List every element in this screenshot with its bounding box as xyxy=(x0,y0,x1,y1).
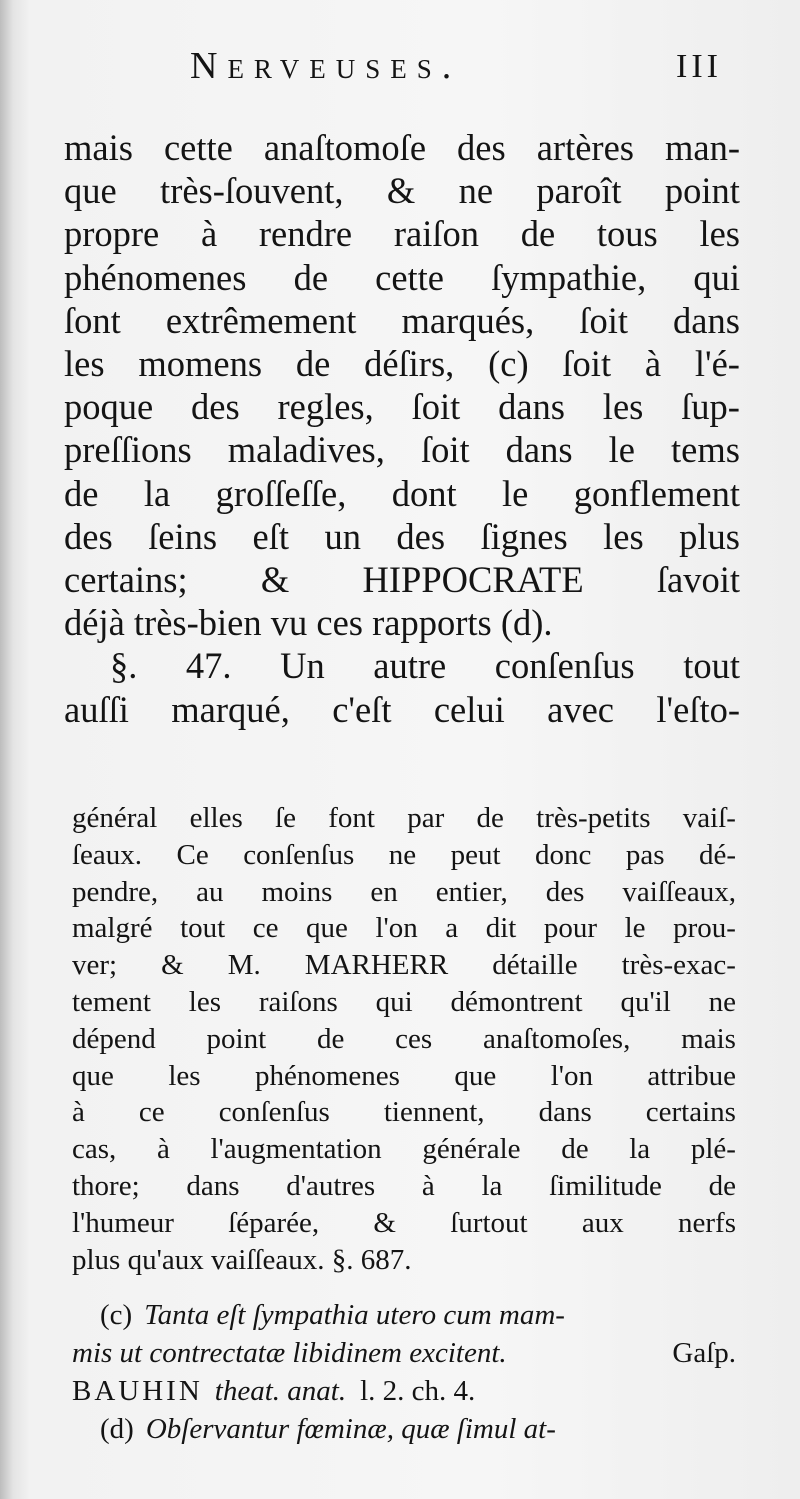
text-line: que très-ſouvent, & ne paroît point xyxy=(64,170,740,212)
text-line: §. 47. Un autre conſenſus tout xyxy=(110,645,740,687)
text-line: thore; dans d'autres à la ſimilitude de xyxy=(72,1169,736,1202)
footnote-d-marker: (d) xyxy=(100,1413,134,1445)
main-text-block xyxy=(64,126,740,731)
text-line: propre à rendre raiſon de tous les xyxy=(64,213,740,255)
footnote-c-author: BAUHIN xyxy=(72,1375,203,1407)
footnotes-block xyxy=(72,1296,736,1448)
footnote-c-text-1: Tanta eſt ſympathia utero cum mam- xyxy=(144,1299,565,1331)
text-line: mais cette anaſtomoſe des artères man- xyxy=(64,127,740,168)
footnote-c-work: theat. anat. xyxy=(214,1375,347,1407)
continued-note-block xyxy=(72,800,736,1278)
page-gutter-shadow xyxy=(0,0,14,1499)
text-line: preſſions maladives, ſoit dans le tems xyxy=(64,429,740,471)
text-line: poque des regles, ſoit dans les ſup- xyxy=(64,386,740,428)
text-line: tement les raiſons qui démontrent qu'il ne xyxy=(72,985,736,1018)
text-line: auſſi marqué, c'eſt celui avec l'eſto- xyxy=(64,688,740,730)
text-line: phénomenes de cette ſympathie, qui xyxy=(64,256,740,298)
text-line: malgré tout ce que l'on a dit pour le prou- xyxy=(72,912,736,945)
text-line: cas, à l'augmentation générale de la plé- xyxy=(72,1133,736,1166)
text-line: dépend point de ces anaſtomoſes, mais xyxy=(72,1022,736,1055)
text-line: les momens de déſirs, (c) ſoit à l'é- xyxy=(64,343,740,385)
footnote-c-text-2: mis ut contrectatæ libidinem excitent. xyxy=(72,1337,507,1369)
page-header xyxy=(0,44,800,104)
text-line: de la groſſeſſe, dont le gonflement xyxy=(64,472,740,514)
footnote-c-line-3 xyxy=(72,1372,736,1410)
footnote-c-reference: l. 2. ch. 4. xyxy=(360,1375,476,1407)
footnote-d-text: Obſervantur fœminæ, quæ ſimul at- xyxy=(145,1413,556,1445)
footnote-c-line-1 xyxy=(72,1296,736,1334)
text-line: plus qu'aux vaiſſeaux. §. 687. xyxy=(72,1243,412,1276)
text-line: à ce conſenſus tiennent, dans certains xyxy=(72,1096,736,1129)
page-number: III xyxy=(676,48,722,85)
text-line: général elles ſe font par de très-petits vaiſ- xyxy=(72,802,736,834)
text-line: que les phénomenes que l'on attribue xyxy=(72,1059,736,1092)
text-line: ſont extrêmement marqués, ſoit dans xyxy=(64,299,740,341)
text-line: ſeaux. Ce conſenſus ne peut donc pas dé- xyxy=(72,838,736,871)
footnote-c-text-2-roman: Gaſp. xyxy=(672,1337,736,1369)
footnote-c-line-2 xyxy=(72,1334,736,1372)
text-line: certains; & HIPPOCRATE ſavoit xyxy=(64,559,740,601)
text-line: des ſeins eſt un des ſignes les plus xyxy=(64,515,740,557)
text-line: l'humeur ſéparée, & ſurtout aux nerfs xyxy=(72,1206,736,1239)
running-head: Nerveuses. xyxy=(190,45,462,87)
footnote-d-line xyxy=(72,1410,736,1448)
text-line: ver; & M. MARHERR détaille très-exac- xyxy=(72,949,736,982)
text-line: pendre, au moins en entier, des vaiſſeaux, xyxy=(72,875,736,908)
footnote-c-marker: (c) xyxy=(100,1299,133,1331)
text-line: déjà très-bien vu ces rapports (d). xyxy=(64,602,553,644)
